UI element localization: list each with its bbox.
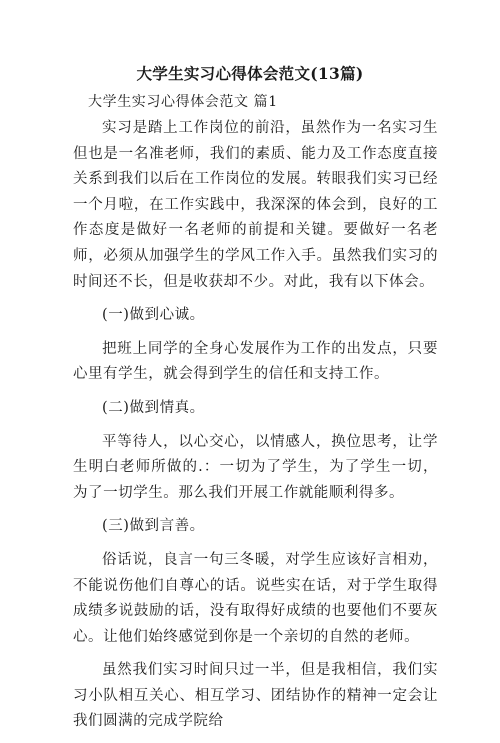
document-title: 大学生实习心得体会范文(13篇) bbox=[136, 64, 364, 83]
document-subtitle: 大学生实习心得体会范文 篇1 bbox=[88, 94, 278, 110]
paragraph-4: 虽然我们实习时间只过一半，但是我相信，我们实习小队相互关心、相互学习、团结协作的精神一定会让我们圆满的完成学院给 bbox=[73, 662, 438, 730]
paragraph-3: 俗话说，良言一句三冬暖，对学生应该好言相劝，不能说伤他们自尊心的话。说些实在话，对于学生取得成绩多说鼓励的话，没有取得好成绩的也要他们不要灰心。让他们始终感觉到你是一个亲切的自然的老师。 bbox=[73, 551, 438, 645]
section-heading-2: (二)做到情真。 bbox=[102, 399, 205, 416]
section-heading-1: (一)做到心诚。 bbox=[102, 307, 205, 324]
paragraph-2: 平等待人，以心交心，以情感人，换位思考，让学生明白老师所做的.：一切为了学生，为了学生一切，为了一切学生。那么我们开展工作就能顺利得多。 bbox=[73, 433, 438, 501]
paragraph-1: 把班上同学的全身心发展作为工作的出发点，只要心里有学生，就会得到学生的信任和支持工作。 bbox=[73, 340, 438, 383]
document-body bbox=[73, 116, 438, 743]
section-heading-3: (三)做到言善。 bbox=[102, 518, 205, 535]
paragraph-intro: 实习是踏上工作岗位的前沿，虽然作为一名实习生但也是一名准老师，我们的素质、能力及工作态度直接关系到我们以后在工作岗位的发展。转眼我们实习已经一个月啦，在工作实践中，我深深的体会到，良好的工作态度是做好一名老师的前提和关键。要做好一名老师，必须从加强学生的学风工作入手。虽然我们实习的时间还不长，但是收获却不少。对此，我有以下体会。 bbox=[73, 120, 438, 290]
